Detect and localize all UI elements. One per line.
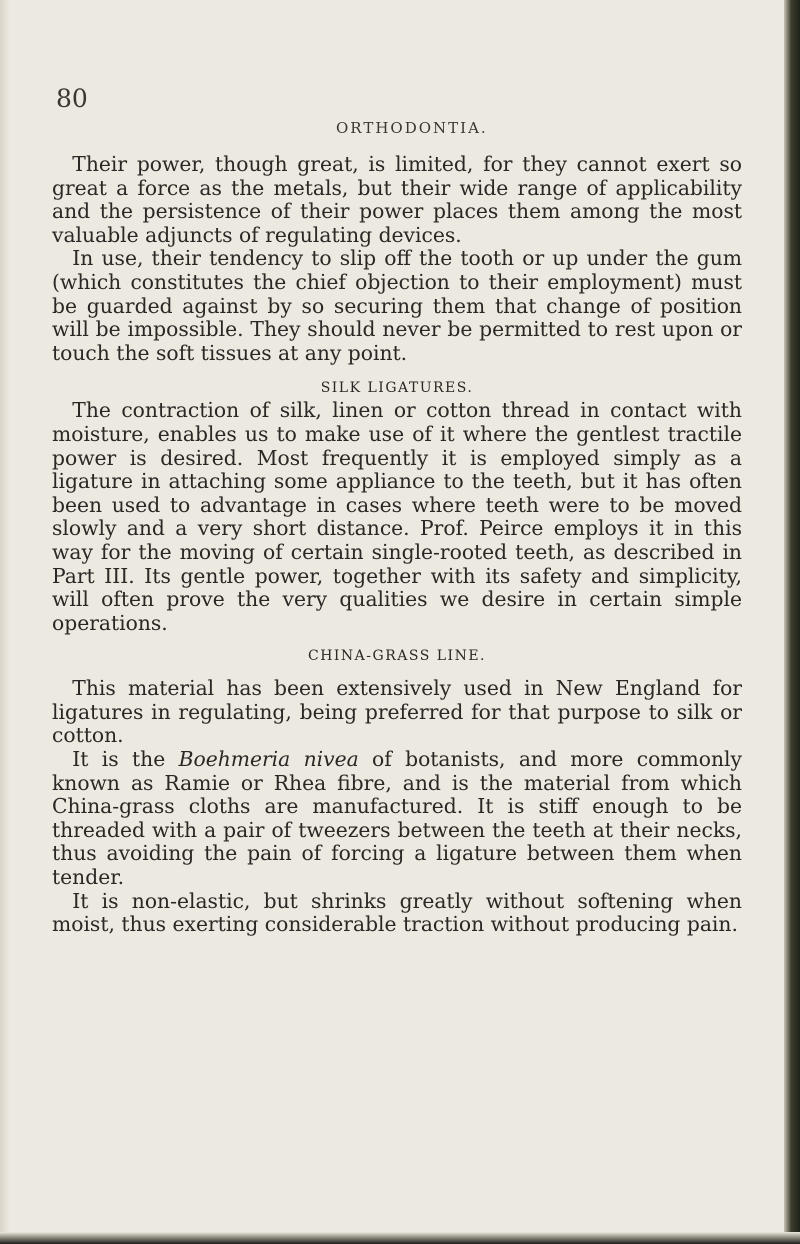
paragraph: It is non-elastic, but shrinks greatly without softening when moist, thus exerting considerable traction without producing pain. (52, 888, 742, 937)
text-run: It is the (72, 747, 179, 772)
botanical-name: Boehmeria nivea (178, 747, 359, 772)
page-number: 80 (56, 84, 88, 113)
text-run: of botanists, and more commonly known as Ramie or Rhea fibre, and is the material from which China-grass cloths are manufactured. It is stiff enough to be threaded with a pair of tweezers between the teeth at their necks, thus avoiding the pain of forcing a ligature between them when tender. (52, 747, 743, 890)
page-binding-edge (784, 0, 800, 1244)
paragraph: In use, their tendency to slip off the tooth or up under the gum (which constitutes the chief objection to their employment) must be guarded against by so securing them that change of position will be impossible. They should never be permitted to rest upon or touch the soft tissues at any point. (52, 246, 742, 365)
paragraph-boehmeria (52, 748, 742, 890)
body-text (52, 153, 742, 937)
running-head: ORTHODONTIA. (336, 119, 488, 137)
paragraph: Their power, though great, is limited, for they cannot exert so great a force as the metals, but their wide range of applicability and the persistence of their power places them among the most valuable adjuncts of regulating devices. (52, 152, 742, 247)
paragraph: The contraction of silk, linen or cotton thread in contact with moisture, enables us to make use of it where the gentlest tractile power is desired. Most frequently it is employed simply as a ligature in attaching some appliance to the teeth, but it has often been used to advantage in cases where teeth were to be moved slowly and a very short distance. Prof. Peirce employs it in this way for the moving of certain single-rooted teeth, as described in Part III. Its gentle power, together with its safety and simplicity, will often prove the very qualities we desire in certain simple operations. (52, 398, 742, 635)
page-bottom-edge (0, 1232, 800, 1244)
page-left-shadow (0, 0, 10, 1244)
paragraph: This material has been extensively used in New England for ligatures in regulating, being preferred for that purpose to silk or cotton. (52, 676, 742, 748)
section-heading-china-grass-line: CHINA-GRASS LINE. (307, 648, 486, 665)
section-heading-silk-ligatures: SILK LIGATURES. (320, 380, 474, 397)
